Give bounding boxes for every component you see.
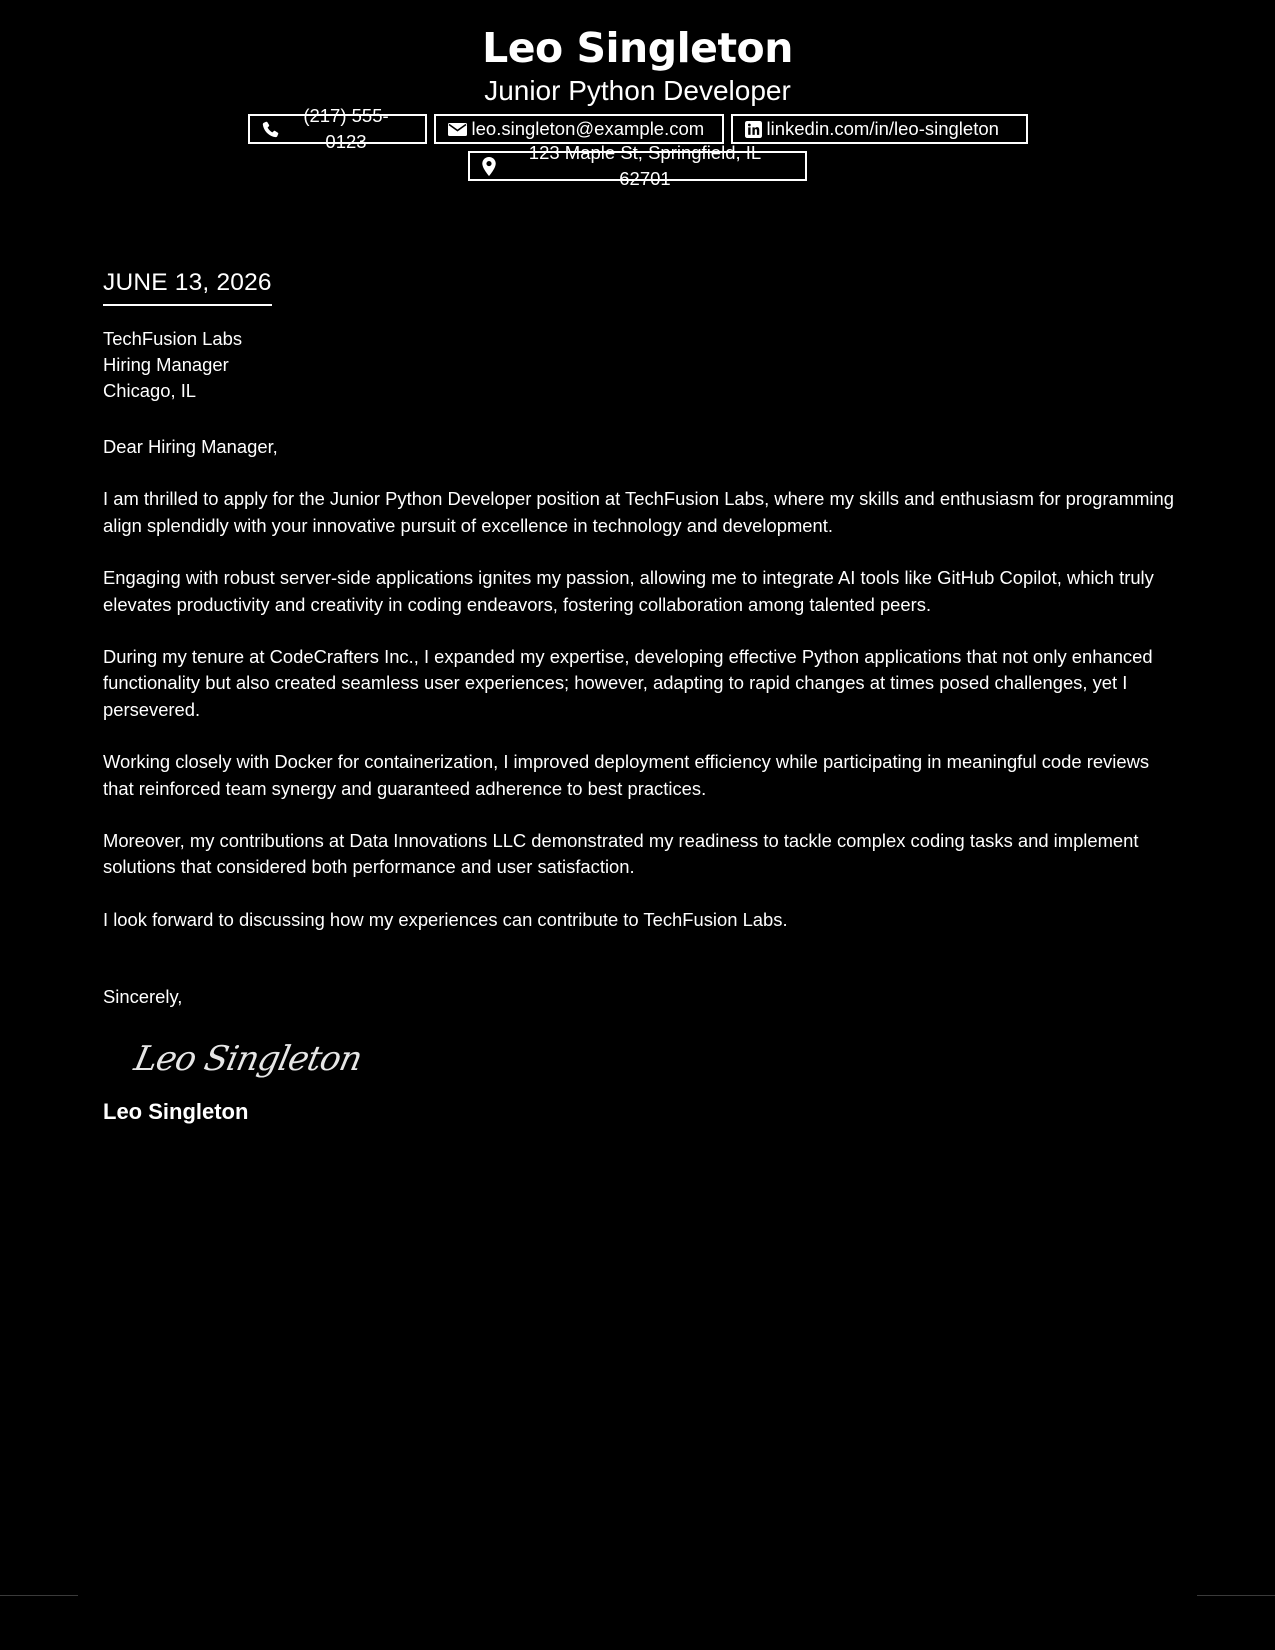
letter-date: JUNE 13, 2026 [103,263,272,306]
envelope-icon [448,122,467,137]
footer-divider-left [0,1595,78,1596]
job-title: Junior Python Developer [484,75,791,106]
body-paragraph: Working closely with Docker for containerization, I improved deployment efficiency while participating in meaningful code reviews that reinforced team synergy and guaranteed adherence to best practices. [103,751,1150,799]
letter-body [103,263,1183,1127]
body-paragraph: I look forward to discussing how my experiences can contribute to TechFusion Labs. [103,908,788,930]
footer-divider-right [1197,1595,1275,1596]
linkedin-text: linkedin.com/in/leo-singleton [766,118,999,139]
body-paragraph: Moreover, my contributions at Data Innovations LLC demonstrated my readiness to tackle complex coding tasks and implement solutions that considered both performance and user satisfaction. [103,830,1139,878]
applicant-name: Leo Singleton [482,24,793,72]
email-text: leo.singleton@example.com [471,118,705,139]
body-paragraph: During my tenure at CodeCrafters Inc., I expanded my expertise, developing effective Python applications that not only enhanced functionality but also created seamless user experiences; however, adapting to rapid changes at times posed challenges, yet I persevered. [103,646,1153,720]
recipient-location: Chicago, IL [103,380,197,401]
signature: Leo Singleton [130,1038,366,1079]
recipient-role: Hiring Manager [103,354,229,375]
closing: Sincerely, [103,986,183,1008]
recipient-block [103,326,1183,404]
phone-icon [262,121,279,138]
phone-contact[interactable] [248,105,427,152]
linkedin-icon [745,121,762,138]
recipient-company: TechFusion Labs [103,328,243,349]
body-paragraph: I am thrilled to apply for the Junior Python Developer position at TechFusion Labs, where my skills and enthusiasm for programming align splendidly with your innovative pursuit of excellence in technology and development. [103,488,1174,536]
address-row [0,142,1275,189]
body-paragraph: Engaging with robust server-side applications ignites my passion, allowing me to integrate AI tools like GitHub Copilot, which truly elevates productivity and creativity in coding endeavors, fostering collaboration among talented peers. [103,567,1154,615]
address-contact[interactable] [468,142,807,189]
address-text: 123 Maple St, Springfield, IL 62701 [528,142,762,189]
signer-name: Leo Singleton [103,1098,249,1124]
phone-text: (217) 555-0123 [303,105,389,152]
map-pin-icon [482,157,496,176]
salutation: Dear Hiring Manager, [103,436,278,457]
letter-header [0,22,1275,189]
